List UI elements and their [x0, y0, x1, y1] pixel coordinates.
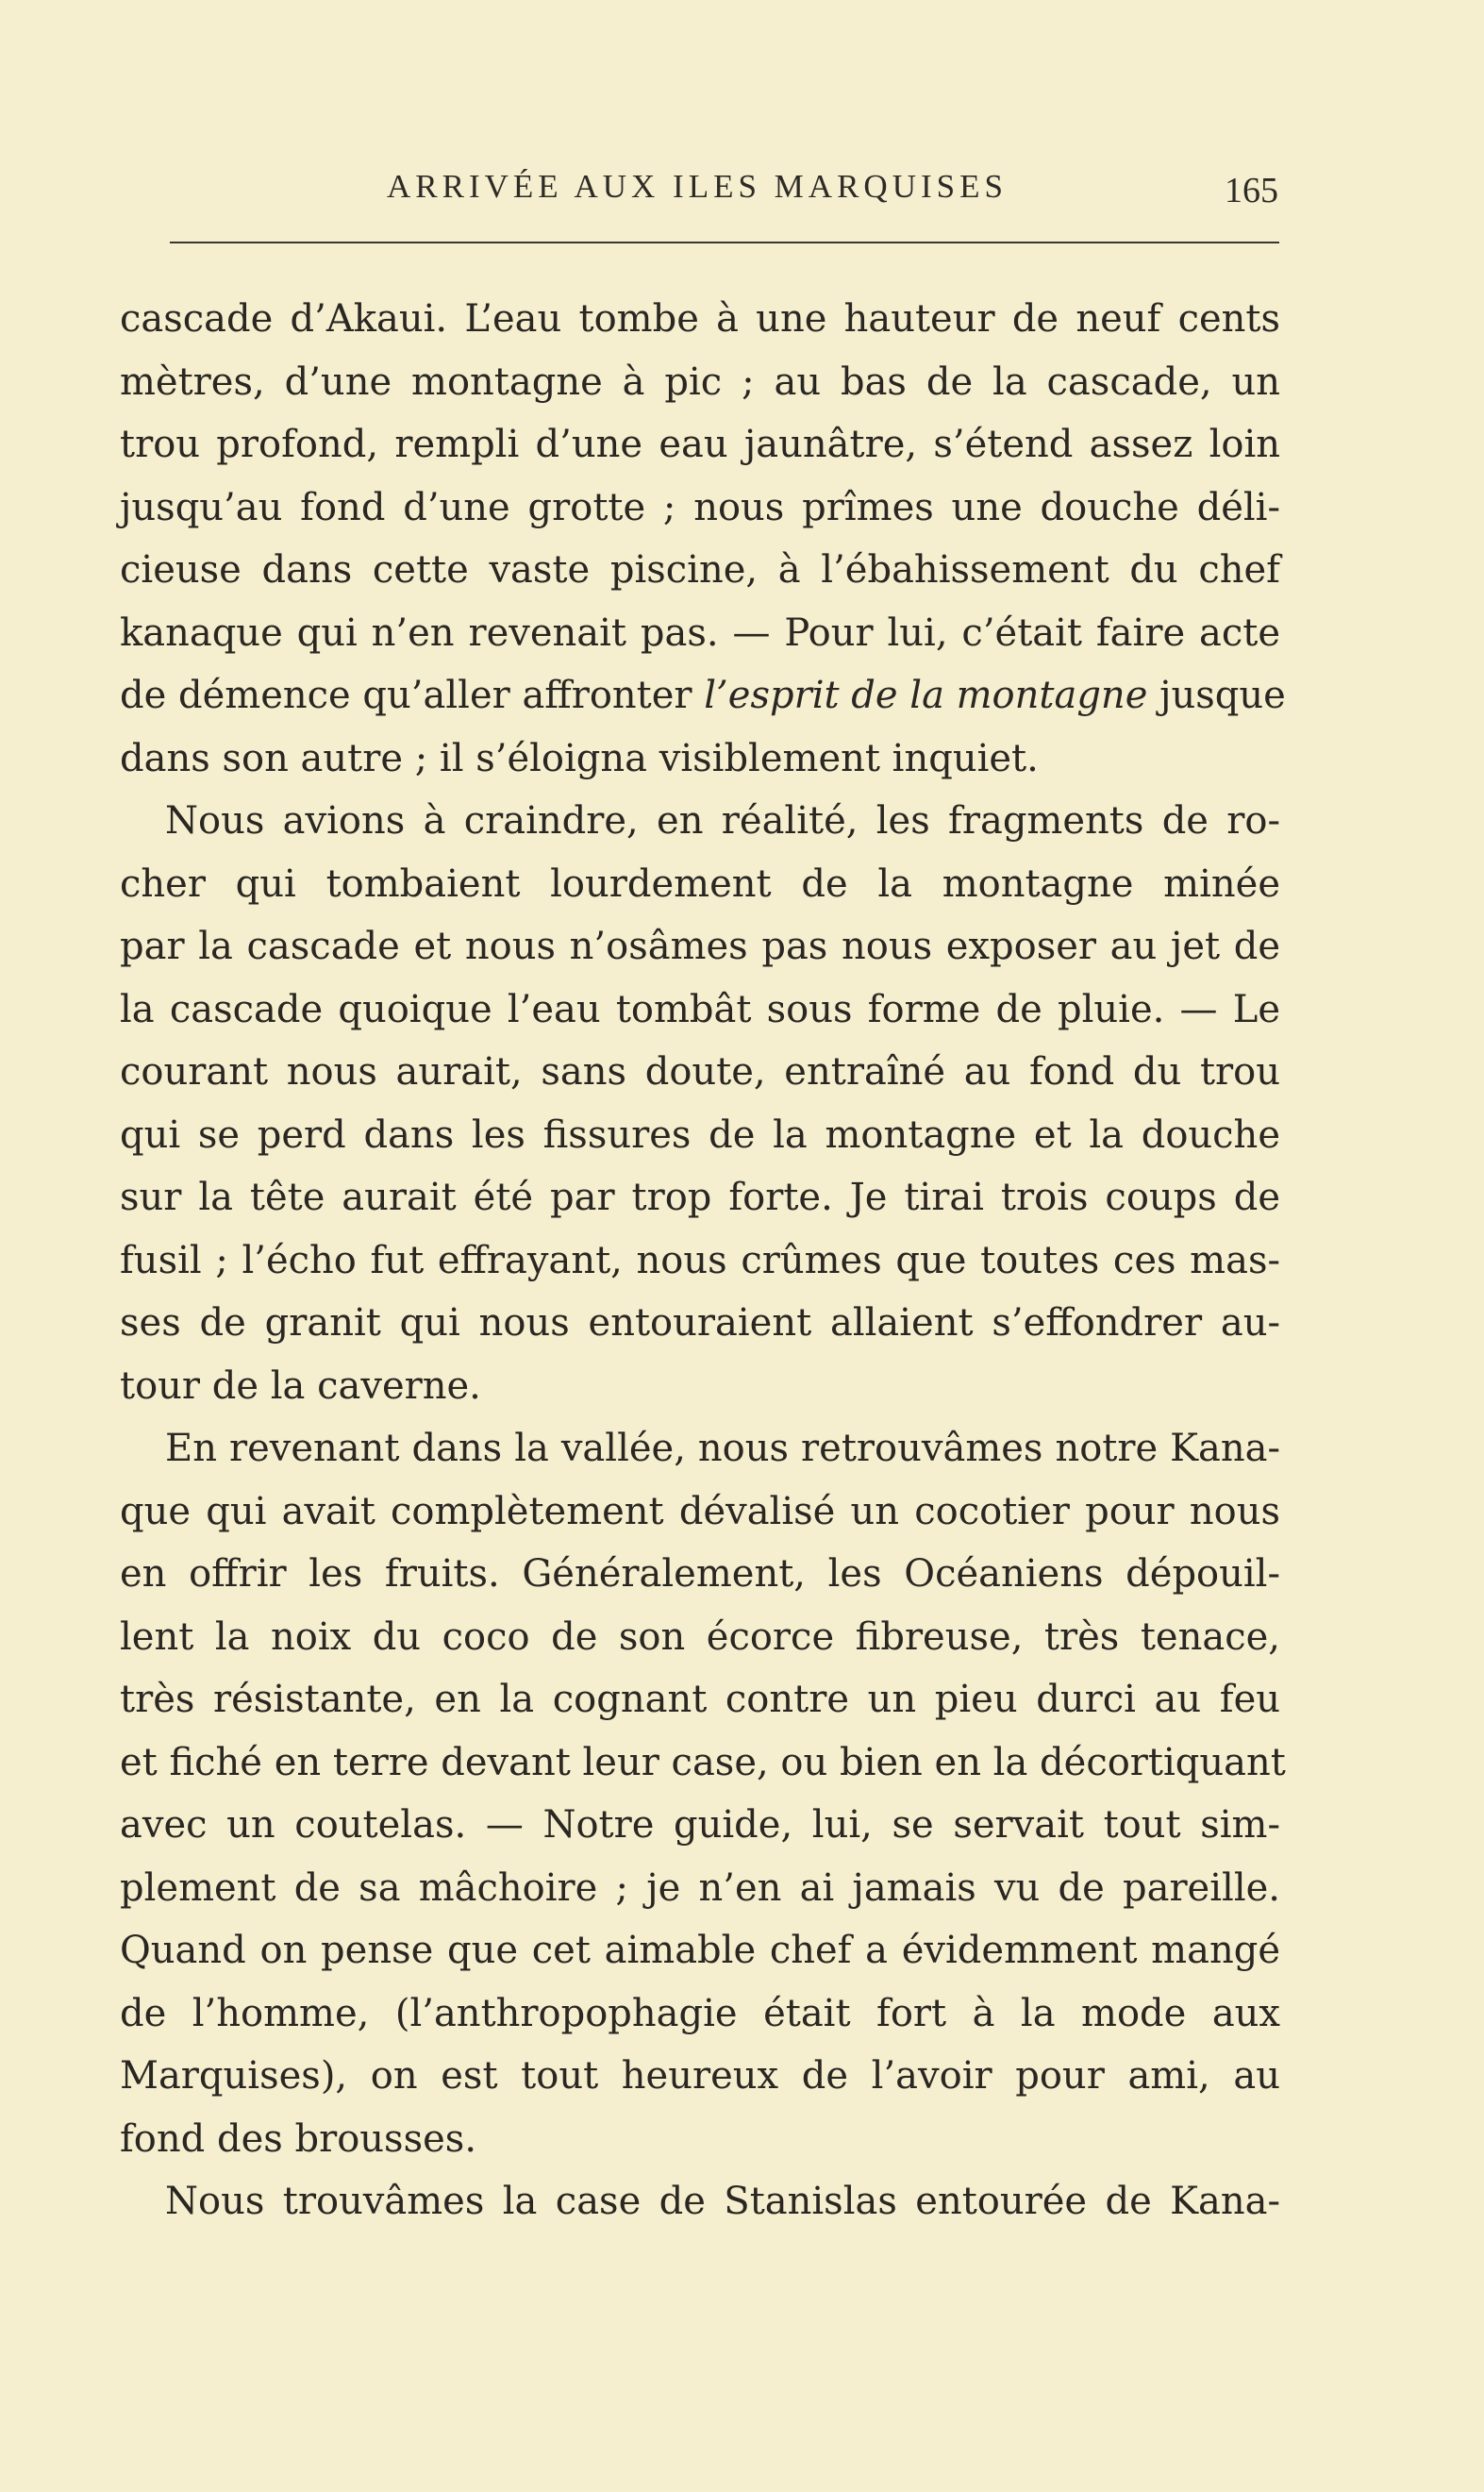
- text-line: [120, 1355, 1280, 1418]
- text-line: [120, 978, 1280, 1042]
- text-segment: avec un coutelas. — Notre guide, lui, se servait tout sim-: [120, 1803, 1280, 1847]
- text-line: [120, 1731, 1286, 1795]
- text-segment: par la cascade et nous n’osâmes pas nous exposer au jet de: [120, 925, 1280, 968]
- text-segment: trou profond, rempli d’une eau jaunâtre, s’étend assez loin: [120, 423, 1280, 466]
- text-segment: courant nous aurait, sans doute, entraîné au fond du trou: [120, 1050, 1280, 1094]
- text-line: [120, 915, 1280, 978]
- text-segment: Quand on pense que cet aimable chef a évidemment mangé: [120, 1929, 1280, 1972]
- text-segment: lent la noix du coco de son écorce fibreuse, très tenace,: [120, 1614, 1280, 1659]
- text-segment: et fiché en terre devant leur case, ou bien en la décortiquant: [120, 1740, 1286, 1784]
- header-rule: [170, 242, 1279, 243]
- text-line: [120, 288, 1280, 351]
- text-segment: Nous avions à craindre, en réalité, les fragments de ro-: [165, 799, 1280, 843]
- text-line: [120, 602, 1280, 665]
- text-line: [120, 1919, 1280, 1982]
- text-segment: très résistante, en la cognant contre un pieu durci au feu: [120, 1678, 1280, 1721]
- text-segment: kanaque qui n’en revenait pas. — Pour lui, c’était faire acte: [120, 610, 1280, 655]
- text-segment: qui se perd dans les fissures de la montagne et la douche: [120, 1112, 1280, 1157]
- text-line: [120, 1606, 1280, 1669]
- text-line: [120, 1166, 1280, 1229]
- text-line: [120, 1041, 1280, 1104]
- text-line: [120, 1292, 1280, 1355]
- text-segment: cascade d’Akaui. L’eau tombe à une hauteur de neuf cents: [120, 297, 1280, 341]
- text-segment: Marquises), on est tout heureux de l’avoir pour ami, au: [120, 2054, 1280, 2098]
- text-segment: mètres, d’une montagne à pic ; au bas de la cascade, un: [120, 360, 1280, 404]
- text-line: [120, 790, 1280, 853]
- italic-phrase: l’esprit de la montagne: [704, 674, 1148, 717]
- text-line: [120, 1857, 1280, 1920]
- text-segment: plement de sa mâchoire ; je n’en ai jamais vu de pareille.: [120, 1865, 1280, 1910]
- text-segment: ses de granit qui nous entouraient allaient s’effondrer au-: [120, 1301, 1280, 1345]
- running-header: [118, 168, 1278, 215]
- text-line: [120, 477, 1280, 540]
- text-line: [120, 1104, 1280, 1167]
- text-segment: de démence qu’aller affronter: [120, 674, 705, 717]
- text-segment: Nous trouvâmes la case de Stanislas entourée de Kana-: [165, 2180, 1280, 2223]
- text-line: [120, 1480, 1280, 1544]
- page-number: 165: [1225, 171, 1278, 210]
- text-line: [120, 1543, 1280, 1606]
- text-segment: fusil ; l’écho fut effrayant, nous crûmes que toutes ces mas-: [120, 1238, 1280, 1282]
- text-segment: dans son autre ; il s’éloigna visiblement inquiet.: [120, 736, 1039, 780]
- text-segment: tour de la caverne.: [120, 1363, 481, 1408]
- text-line: [120, 413, 1280, 477]
- text-line: [120, 539, 1280, 602]
- text-segment: fond des brousses.: [120, 2116, 477, 2161]
- text-line: [120, 664, 1286, 728]
- text-segment: jusque: [1147, 674, 1286, 717]
- chapter-title: ARRIVÉE AUX ILES MARQUISES: [387, 168, 1008, 205]
- text-segment: de l’homme, (l’anthropophagie était fort à la mode aux: [120, 1991, 1280, 2035]
- text-line: [120, 351, 1280, 414]
- text-line: [120, 1794, 1280, 1857]
- text-line: [120, 2108, 1280, 2171]
- text-line: [120, 728, 1280, 791]
- text-line: [120, 2045, 1280, 2108]
- text-line: [120, 2170, 1280, 2233]
- text-line: [120, 1417, 1280, 1480]
- body-text: [120, 288, 1286, 2233]
- text-line: [120, 1668, 1280, 1731]
- text-line: [120, 1982, 1280, 2046]
- text-segment: sur la tête aurait été par trop forte. Je tirai trois coups de: [120, 1176, 1280, 1219]
- text-segment: que qui avait complètement dévalisé un cocotier pour nous: [120, 1489, 1280, 1533]
- text-segment: En revenant dans la vallée, nous retrouvâmes notre Kana-: [165, 1427, 1280, 1470]
- text-segment: jusqu’au fond d’une grotte ; nous prîmes une douche déli-: [120, 485, 1280, 529]
- text-segment: la cascade quoique l’eau tombât sous forme de pluie. — Le: [120, 987, 1280, 1031]
- text-segment: en offrir les fruits. Généralement, les Océaniens dépouil-: [120, 1552, 1280, 1596]
- text-segment: cher qui tombaient lourdement de la montagne minée: [120, 861, 1280, 906]
- text-line: [120, 853, 1280, 916]
- text-segment: cieuse dans cette vaste piscine, à l’ébahissement du chef: [120, 548, 1280, 592]
- text-line: [120, 1229, 1280, 1293]
